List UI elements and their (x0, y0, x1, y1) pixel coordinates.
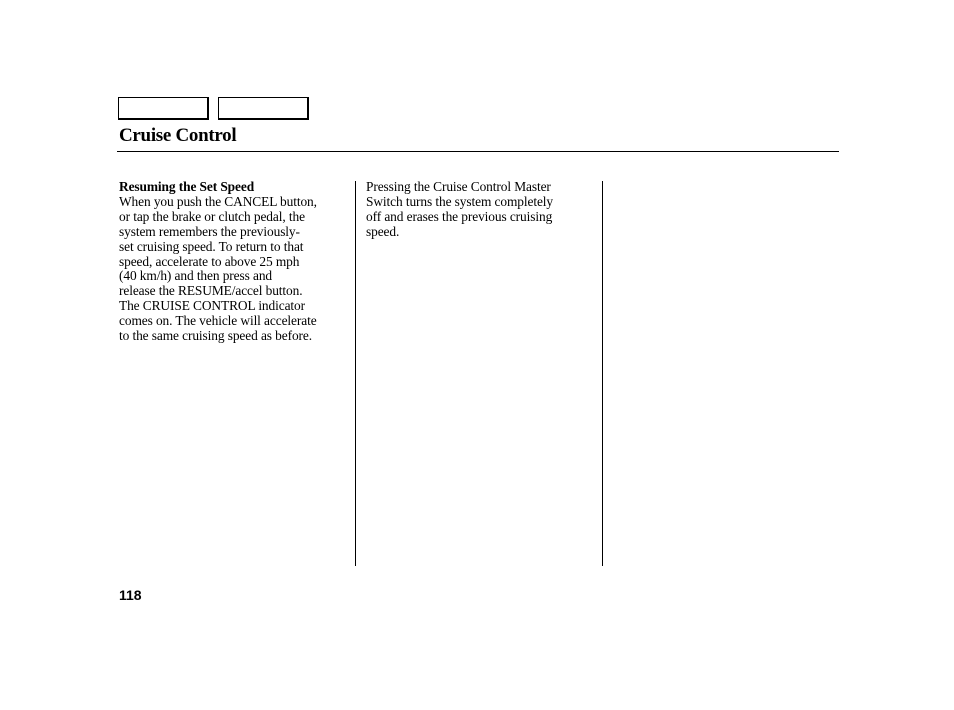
title-divider (117, 151, 839, 152)
text-line: or tap the brake or clutch pedal, the (119, 208, 305, 224)
text-line: speed, accelerate to above 25 mph (119, 253, 300, 269)
text-line: When you push the CANCEL button, (119, 193, 317, 209)
text-line: The CRUISE CONTROL indicator (119, 298, 306, 314)
text-column-2 (366, 180, 596, 240)
text-line: to the same cruising speed as before. (119, 328, 313, 344)
page-title: Cruise Control (119, 125, 237, 146)
text-line: release the RESUME/accel button. (119, 283, 303, 299)
section-heading: Resuming the Set Speed (119, 179, 255, 194)
text-line: comes on. The vehicle will accelerate (119, 313, 317, 329)
text-line: system remembers the previously- (119, 223, 300, 239)
text-line: (40 km/h) and then press and (119, 268, 273, 284)
text-line: Switch turns the system completely (366, 193, 554, 209)
column-divider-1 (355, 181, 356, 566)
body-paragraph-2 (366, 180, 596, 240)
page-number: 118 (119, 587, 142, 603)
column-divider-2 (602, 181, 603, 566)
text-line: speed. (366, 223, 400, 239)
text-column-1 (119, 180, 351, 344)
nav-button-1[interactable] (118, 97, 209, 120)
text-line: off and erases the previous cruising (366, 208, 553, 224)
text-line: set cruising speed. To return to that (119, 238, 304, 254)
body-paragraph-1 (119, 195, 351, 344)
nav-button-2[interactable] (218, 97, 309, 120)
text-line: Pressing the Cruise Control Master (366, 179, 551, 194)
